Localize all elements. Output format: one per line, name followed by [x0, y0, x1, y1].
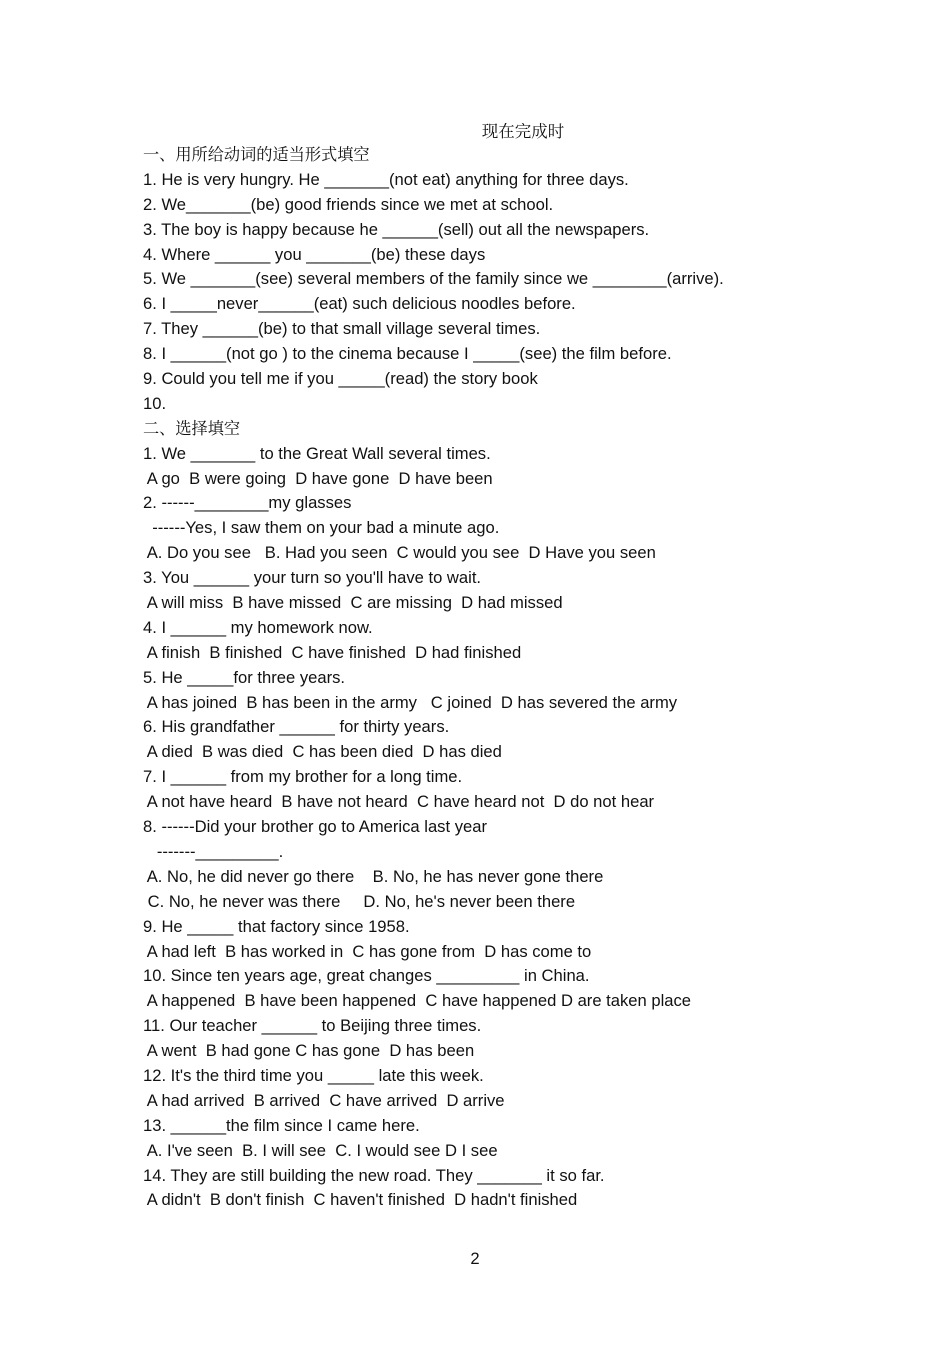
text-line: 9. Could you tell me if you _____(read) the story book: [143, 369, 538, 389]
text-line: A didn't B don't finish C haven't finished D hadn't finished: [143, 1190, 578, 1210]
text-line: 7. They ______(be) to that small village several times.: [143, 319, 541, 339]
document-body: [143, 143, 923, 1213]
page-number: 2: [470, 1249, 480, 1268]
text-line: 3. The boy is happy because he ______(sell) out all the newspapers.: [143, 219, 650, 239]
text-line: -------_________.: [143, 841, 284, 861]
text-line: A. Do you see B. Had you seen C would you see D Have you seen: [143, 543, 656, 563]
text-line: A. I've seen B. I will see C. I would see D I see: [143, 1140, 498, 1160]
text-line: 3. You ______ your turn so you'll have to wait.: [143, 568, 482, 588]
text-line: A happened B have been happened C have happened D are taken place: [143, 991, 692, 1011]
text-line: C. No, he never was there D. No, he's never been there: [143, 891, 576, 911]
text-line: 2. We_______(be) good friends since we met at school.: [143, 194, 554, 214]
text-line: A has joined B has been in the army C joined D has severed the army: [143, 692, 678, 712]
text-line: 8. I ______(not go ) to the cinema because I _____(see) the film before.: [143, 344, 672, 364]
text-line: 1. We _______ to the Great Wall several times.: [143, 443, 491, 463]
text-line: A go B were going D have gone D have been: [143, 468, 493, 488]
text-line: 6. I _____never______(eat) such delicious noodles before.: [143, 294, 576, 314]
text-line: A had left B has worked in C has gone from D has come to: [143, 941, 592, 961]
text-line: 12. It's the third time you _____ late this week.: [143, 1065, 484, 1085]
text-line: 14. They are still building the new road. They _______ it so far.: [143, 1165, 605, 1185]
section-heading: 二、选择填空: [143, 418, 241, 438]
text-line: 4. Where ______ you _______(be) these days: [143, 244, 486, 264]
text-line: A not have heard B have not heard C have heard not D do not hear: [143, 792, 655, 812]
section-heading: 一、用所给动词的适当形式填空: [143, 145, 370, 164]
text-line: 8. ------Did your brother go to America last year: [143, 817, 487, 837]
text-line: A finish B finished C have finished D had finished: [143, 642, 522, 662]
text-line: 2. ------________my glasses: [143, 493, 352, 513]
text-line: 5. We _______(see) several members of the family since we ________(arrive).: [143, 269, 724, 289]
document-title: 现在完成时: [481, 122, 565, 141]
text-line: 10. Since ten years age, great changes _________ in China.: [143, 966, 590, 986]
text-line: 7. I ______ from my brother for a long time.: [143, 767, 463, 787]
text-line: 9. He _____ that factory since 1958.: [143, 916, 410, 936]
text-line: 6. His grandfather ______ for thirty years.: [143, 717, 450, 737]
text-line: A. No, he did never go there B. No, he has never gone there: [143, 866, 604, 886]
text-line: 5. He _____for three years.: [143, 667, 346, 687]
text-line: 4. I ______ my homework now.: [143, 617, 373, 637]
text-line: 10.: [143, 393, 167, 413]
text-line: A will miss B have missed C are missing D had missed: [143, 593, 563, 613]
text-line: ------Yes, I saw them on your bad a minute ago.: [143, 518, 500, 538]
text-line: 11. Our teacher ______ to Beijing three times.: [143, 1016, 482, 1036]
text-line: A had arrived B arrived C have arrived D arrive: [143, 1090, 505, 1110]
text-line: 1. He is very hungry. He _______(not eat) anything for three days.: [143, 169, 629, 189]
text-line: A went B had gone C has gone D has been: [143, 1041, 475, 1061]
text-line: A died B was died C has been died D has died: [143, 742, 502, 762]
text-line: 13. ______the film since I came here.: [143, 1115, 420, 1135]
